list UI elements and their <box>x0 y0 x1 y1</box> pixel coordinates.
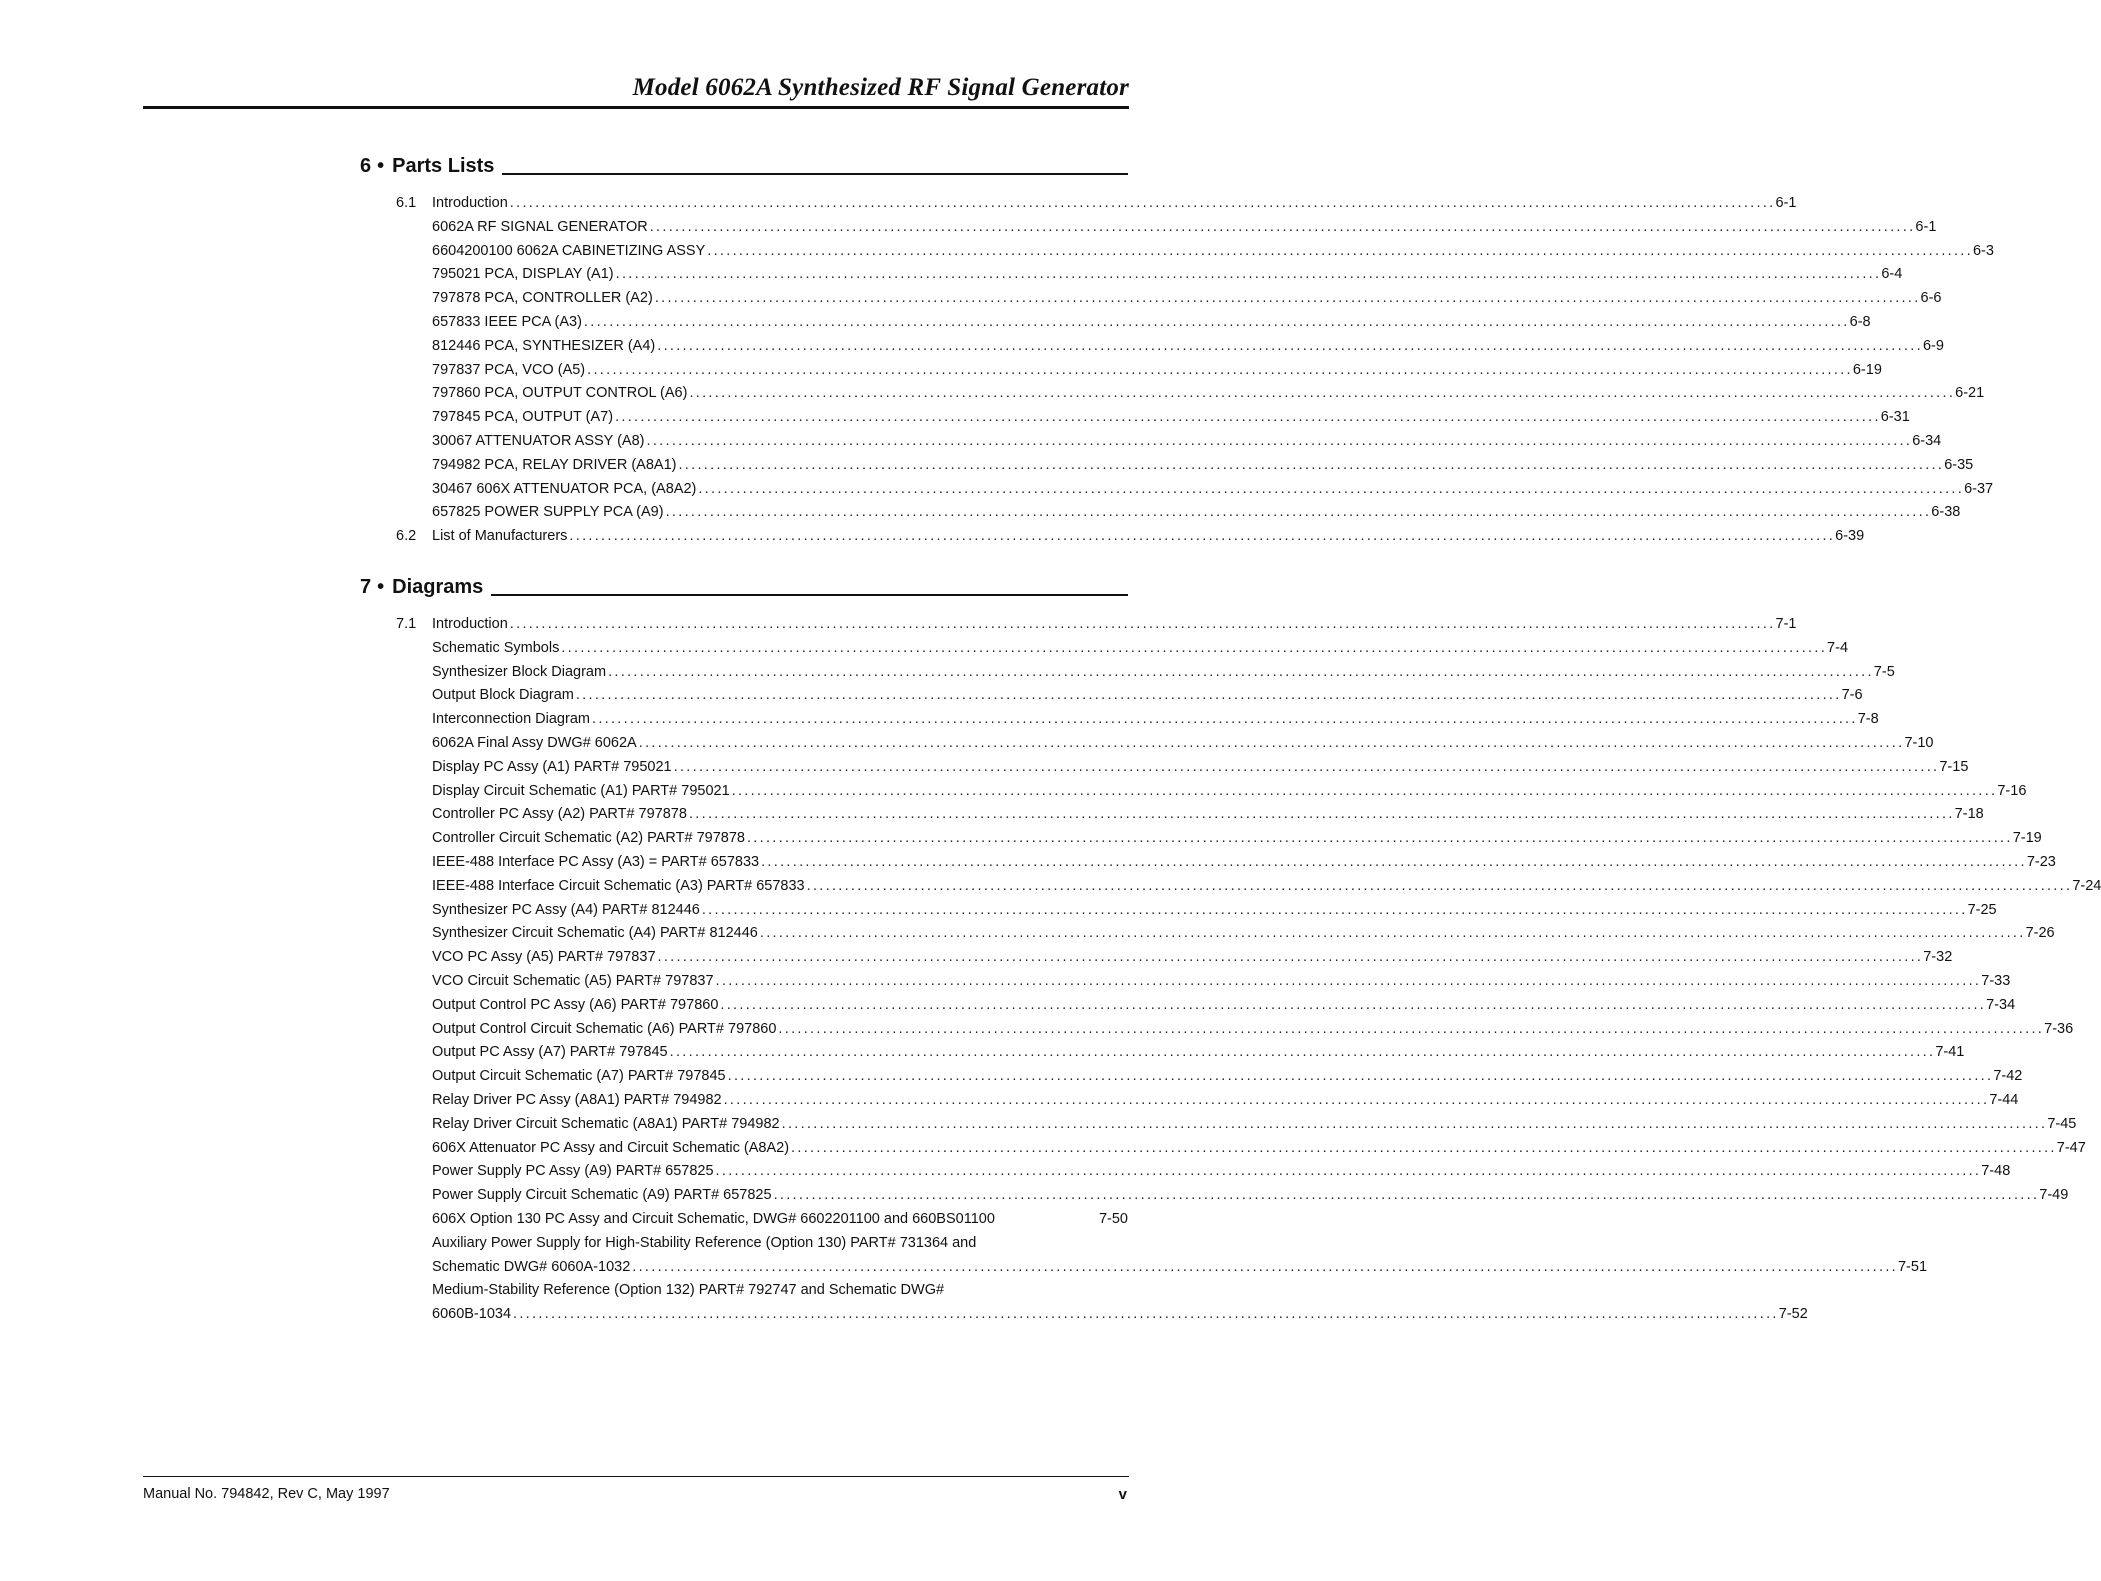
toc-entry <box>360 478 1994 502</box>
leader-dots: ........................................................................................................................................................................................................ <box>569 528 1836 545</box>
toc-entry <box>360 803 1984 827</box>
entry-title: 657825 POWER SUPPLY PCA (A9) <box>432 504 664 521</box>
entry-title: VCO PC Assy (A5) PART# 797837 <box>432 949 656 966</box>
entry-page: 7-4 <box>1827 639 1849 656</box>
entry-page: 7-1 <box>1775 616 1797 632</box>
leader-dots: ........................................................................................................................................................................................................ <box>727 1068 1994 1085</box>
entry-title: Display PC Assy (A1) PART# 795021 <box>432 758 672 775</box>
footer-page-number: v <box>1118 1486 1127 1503</box>
toc-entry <box>360 637 1849 661</box>
toc-entry <box>360 1065 2023 1089</box>
entry-page: 6-31 <box>1880 409 1910 426</box>
toc-entry <box>360 1303 1808 1327</box>
entry-title: Controller Circuit Schematic (A2) PART# 797878 <box>432 830 745 847</box>
entry-page: 6-4 <box>1881 266 1903 283</box>
entry-page: 7-8 <box>1857 711 1879 728</box>
entry-page: 7-50 <box>1098 1210 1128 1227</box>
entry-title: 797860 PCA, OUTPUT CONTROL (A6) <box>432 385 688 402</box>
section-title: Parts Lists <box>392 155 495 177</box>
toc-entry <box>360 1041 1965 1065</box>
leader-dots: ........................................................................................................................................................................................................ <box>707 242 1973 259</box>
entry-title: 657833 IEEE PCA (A3) <box>432 313 582 330</box>
section-rule <box>502 173 1128 175</box>
leader-dots: ........................................................................................................................................................................................................ <box>806 877 2073 894</box>
entry-page: 7-52 <box>1778 1306 1808 1323</box>
leader-dots: ........................................................................................................................................................................................................ <box>587 361 1853 378</box>
entry-title: Display Circuit Schematic (A1) PART# 795021 <box>432 782 730 799</box>
entry-title: 6060B-1034 <box>432 1306 512 1323</box>
leader-dots: ........................................................................................................................................................................................................ <box>608 663 1874 680</box>
entry-title: Synthesizer PC Assy (A4) PART# 812446 <box>432 901 700 918</box>
leader-dots: ........................................................................................................................................................................................................ <box>657 949 1924 966</box>
entry-page: 6-34 <box>1912 432 1942 449</box>
entry-title: VCO Circuit Schematic (A5) PART# 797837 <box>432 972 714 989</box>
header-rule <box>143 106 1129 109</box>
section-number: 6 <box>360 155 372 177</box>
entry-page: 7-45 <box>2047 1115 2077 1132</box>
leader-dots: ........................................................................................................................................................................................................ <box>615 409 1881 426</box>
entry-title: 794982 PCA, RELAY DRIVER (A8A1) <box>432 456 677 473</box>
leader-dots: ........................................................................................................................................................................................................ <box>759 925 2026 942</box>
entry-page: 7-16 <box>1997 782 2027 799</box>
leader-dots: ........................................................................................................................................................................................................ <box>773 1187 2040 1204</box>
leader-dots: ........................................................................................................................................................................................................ <box>649 218 1916 235</box>
entry-title: Output Circuit Schematic (A7) PART# 797845 <box>432 1068 726 1085</box>
entry-page: 7-5 <box>1873 663 1895 680</box>
toc-entry <box>360 899 1997 923</box>
entry-title: Power Supply PC Assy (A9) PART# 657825 <box>432 1163 714 1180</box>
toc-entry <box>360 1018 2074 1042</box>
entry-title: 6604200100 6062A CABINETIZING ASSY <box>432 242 706 259</box>
entry-title: Medium-Stability Reference (Option 132) PART# 792747 and Schematic DWG# <box>432 1282 945 1299</box>
leader-dots: ........................................................................................................................................................................................................ <box>654 290 1921 307</box>
leader-dots: ........................................................................................................................................................................................................ <box>731 782 1998 799</box>
leader-dots: ........................................................................................................................................................................................................ <box>778 1020 2045 1037</box>
entry-page: 6-19 <box>1852 361 1882 378</box>
toc-entry <box>360 1279 1128 1303</box>
toc-entry <box>360 1256 1928 1280</box>
leader-dots: ........................................................................................................................................................................................................ <box>646 432 1913 449</box>
entry-page: 6-9 <box>1922 337 1944 354</box>
entry-page: 7-36 <box>2044 1020 2074 1037</box>
entry-title: Relay Driver Circuit Schematic (A8A1) PART# 794982 <box>432 1115 780 1132</box>
toc-entry <box>360 454 1974 478</box>
toc-entry <box>360 756 1969 780</box>
entry-title: 6062A Final Assy DWG# 6062A <box>432 734 637 751</box>
entry-page: 7-19 <box>2012 830 2042 847</box>
toc-entry <box>360 1113 2077 1137</box>
entry-page: 7-49 <box>2039 1187 2069 1204</box>
entry-title: Introduction <box>432 616 508 632</box>
leader-dots: ........................................................................................................................................................................................................ <box>591 711 1858 728</box>
toc-entry <box>360 501 1961 525</box>
toc-entry-list <box>360 192 1994 549</box>
entry-page: 7-15 <box>1939 758 1969 775</box>
entry-title: 6062A RF SIGNAL GENERATOR <box>432 218 648 235</box>
entry-title: Auxiliary Power Supply for High-Stability Reference (Option 130) PART# 731364 and <box>432 1234 977 1251</box>
toc-entry <box>360 287 1942 311</box>
toc-entry <box>360 1232 1128 1256</box>
entry-title: Output Control Circuit Schematic (A6) PART# 797860 <box>432 1020 777 1037</box>
toc-entry <box>360 525 1865 549</box>
entry-page: 7-42 <box>1993 1068 2023 1085</box>
entry-title: 30067 ATTENUATOR ASSY (A8) <box>432 432 645 449</box>
entry-page: 7-33 <box>1981 972 2011 989</box>
entry-page: 6-3 <box>1972 242 1994 259</box>
leader-dots: ........................................................................................................................................................................................................ <box>689 385 1956 402</box>
entry-title: 606X Option 130 PC Assy and Circuit Schematic, DWG# 6602201100 and 660BS01100 <box>432 1210 995 1227</box>
toc-entry <box>360 946 1953 970</box>
entry-page: 6-35 <box>1944 456 1974 473</box>
entry-title: Synthesizer Circuit Schematic (A4) PART# 812446 <box>432 925 758 942</box>
toc-entry <box>360 430 1942 454</box>
entry-title: 795021 PCA, DISPLAY (A1) <box>432 266 614 283</box>
leader-dots: ........................................................................................................................................................................................................ <box>723 1091 1990 1108</box>
leader-dots: ........................................................................................................................................................................................................ <box>638 734 1905 751</box>
entry-page: 7-6 <box>1841 687 1863 704</box>
entry-page: 6-1 <box>1915 218 1937 235</box>
section-heading <box>360 152 1128 178</box>
leader-dots: ........................................................................................................................................................................................................ <box>701 901 1968 918</box>
toc-entry <box>360 851 2056 875</box>
page-header-title: Model 6062A Synthesized RF Signal Generator <box>632 74 1129 101</box>
entry-page: 7-32 <box>1923 949 1953 966</box>
entry-page: 6-6 <box>1920 290 1942 307</box>
toc-entry <box>360 263 1903 287</box>
entry-page: 7-41 <box>1935 1044 1965 1061</box>
leader-dots: ........................................................................................................................................................................................................ <box>698 480 1965 497</box>
toc-entry <box>360 382 1985 406</box>
leader-dots: ........................................................................................................................................................................................................ <box>761 853 2027 870</box>
entry-title: 797845 PCA, OUTPUT (A7) <box>432 409 614 426</box>
toc-entry <box>360 406 1910 430</box>
entry-page: 7-24 <box>2072 877 2101 894</box>
leader-dots: ........................................................................................................................................................................................................ <box>583 313 1850 330</box>
entry-title: IEEE-488 Interface Circuit Schematic (A3) PART# 657833 <box>432 877 805 894</box>
leader-dots: ........................................................................................................................................................................................................ <box>575 687 1842 704</box>
entry-page: 6-21 <box>1955 385 1985 402</box>
leader-dots: ........................................................................................................................................................................................................ <box>673 758 1940 775</box>
entry-page: 7-48 <box>1981 1163 2011 1180</box>
toc-entry <box>360 708 1879 732</box>
entry-page: 7-26 <box>2025 925 2055 942</box>
leader-dots: ........................................................................................................................................................................................................ <box>657 337 1923 354</box>
toc-entry <box>360 827 2042 851</box>
toc-entry <box>360 311 1871 335</box>
entry-title: 812446 PCA, SYNTHESIZER (A4) <box>432 337 656 354</box>
leader-dots: ........................................................................................................................................................................................................ <box>665 504 1932 521</box>
entry-title: Relay Driver PC Assy (A8A1) PART# 794982 <box>432 1091 722 1108</box>
section-bullet: • <box>377 576 385 598</box>
entry-title: 606X Attenuator PC Assy and Circuit Schematic (A8A2) <box>432 1139 790 1156</box>
entry-page: 6-8 <box>1849 313 1871 330</box>
entry-page: 6-1 <box>1775 195 1797 211</box>
leader-dots: ........................................................................................................................................................................................................ <box>720 996 1987 1013</box>
toc-entry <box>360 1184 2069 1208</box>
section-number: 7 <box>360 576 372 598</box>
section-bullet: • <box>377 155 385 177</box>
toc-entry <box>360 732 1934 756</box>
toc-entry <box>360 875 2101 899</box>
toc-entry <box>360 970 2011 994</box>
toc-entry <box>360 922 2055 946</box>
toc-entry <box>360 994 2016 1018</box>
entry-page: 7-47 <box>2056 1139 2086 1156</box>
leader-dots: ........................................................................................................................................................................................................ <box>688 806 1955 823</box>
entry-title: 30467 606X ATTENUATOR PCA, (A8A2) <box>432 480 697 497</box>
entry-page: 7-25 <box>1967 901 1997 918</box>
leader-dots: ........................................................................................................................................................................................................ <box>746 830 2013 847</box>
footer-rule <box>143 1476 1129 1477</box>
toc-entry-list <box>360 613 2101 1327</box>
entry-title: Schematic Symbols <box>432 639 560 656</box>
leader-dots: ........................................................................................................................................................................................................ <box>715 972 1982 989</box>
section-diagrams <box>360 573 2101 1327</box>
entry-title: Output Block Diagram <box>432 687 574 704</box>
section-heading <box>360 573 1128 599</box>
leader-dots: ........................................................................................................................................................................................................ <box>615 266 1882 283</box>
toc-entry <box>360 780 2027 804</box>
toc-entry <box>360 1089 2019 1113</box>
entry-page: 6-38 <box>1931 504 1961 521</box>
footer-manual-number: Manual No. 794842, Rev C, May 1997 <box>143 1486 390 1502</box>
leader-dots: ........................................................................................................................................................................................................ <box>513 1306 1779 1323</box>
toc-entry <box>360 1137 2086 1161</box>
section-rule <box>491 594 1128 596</box>
entry-page: 7-10 <box>1904 734 1934 751</box>
leader-dots: ........................................................................................................................................................................................................ <box>669 1044 1936 1061</box>
entry-title: Synthesizer Block Diagram <box>432 663 607 680</box>
toc-entry <box>360 1208 1128 1232</box>
toc-entry <box>360 216 1937 240</box>
entry-title: Interconnection Diagram <box>432 711 590 728</box>
toc-entry <box>360 240 1994 264</box>
entry-page: 7-44 <box>1989 1091 2019 1108</box>
entry-title: IEEE-488 Interface PC Assy (A3) = PART# 657833 <box>432 853 760 870</box>
leader-dots: ........................................................................................................................................................................................................ <box>509 195 1776 211</box>
entry-title: Output Control PC Assy (A6) PART# 797860 <box>432 996 719 1013</box>
leader-dots: ........................................................................................................................................................................................................ <box>632 1258 1898 1275</box>
entry-page: 6-39 <box>1835 528 1865 545</box>
section-title: Diagrams <box>392 576 484 598</box>
leader-dots: ........................................................................................................................................................................................................ <box>791 1139 2057 1156</box>
toc-entry <box>360 661 1895 685</box>
entry-title: 797837 PCA, VCO (A5) <box>432 361 586 378</box>
section-parts-lists <box>360 152 1994 549</box>
entry-title: Introduction <box>432 195 508 211</box>
entry-title: 797878 PCA, CONTROLLER (A2) <box>432 290 653 307</box>
leader-dots: ........................................................................................................................................................................................................ <box>561 639 1828 656</box>
entry-number: 6.2 <box>396 528 417 545</box>
entry-page: 7-18 <box>1954 806 1984 823</box>
entry-number: 7.1 <box>396 616 417 632</box>
toc-entry <box>360 613 1797 637</box>
entry-title: List of Manufacturers <box>432 528 568 545</box>
toc-entry <box>360 335 1944 359</box>
toc-entry <box>360 192 1797 216</box>
entry-title: Power Supply Circuit Schematic (A9) PART# 657825 <box>432 1187 772 1204</box>
leader-dots: ........................................................................................................................................................................................................ <box>678 456 1945 473</box>
toc-entry <box>360 1160 2011 1184</box>
entry-page: 6-37 <box>1964 480 1994 497</box>
entry-number: 6.1 <box>396 195 417 211</box>
toc-entry <box>360 684 1863 708</box>
entry-title: Controller PC Assy (A2) PART# 797878 <box>432 806 687 823</box>
leader-dots: ........................................................................................................................................................................................................ <box>781 1115 2048 1132</box>
toc-entry <box>360 359 1882 383</box>
entry-title: Schematic DWG# 6060A-1032 <box>432 1258 631 1275</box>
entry-page: 7-51 <box>1897 1258 1928 1275</box>
leader-dots: ........................................................................................................................................................................................................ <box>715 1163 1982 1180</box>
leader-dots: ........................................................................................................................................................................................................ <box>509 616 1776 632</box>
entry-page: 7-34 <box>1986 996 2016 1013</box>
entry-title: Output PC Assy (A7) PART# 797845 <box>432 1044 668 1061</box>
entry-page: 7-23 <box>2026 853 2056 870</box>
